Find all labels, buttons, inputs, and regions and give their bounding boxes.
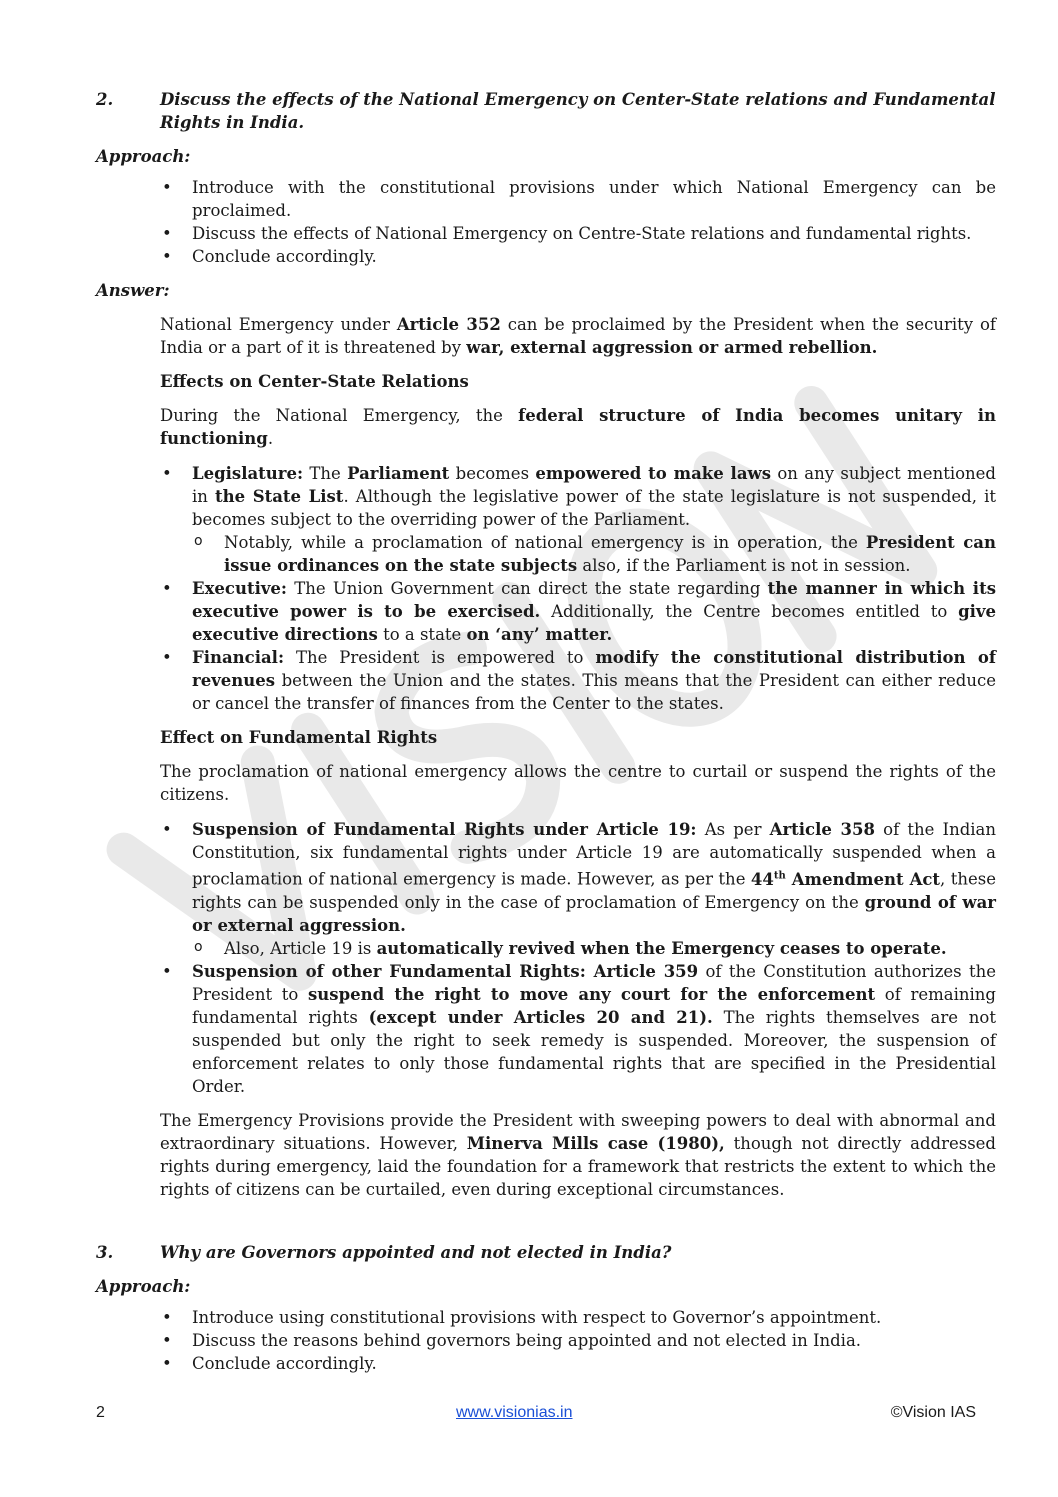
list-item: • Conclude accordingly. (160, 1352, 996, 1375)
copyright-text: ©Vision IAS (890, 1404, 976, 1421)
conclusion-paragraph: The Emergency Provisions provide the President with sweeping powers to deal with abnormal and extraordinary situations. However, Minerva Mills case (1980), though not directly addressed rights during emergency, laid the foundation for a framework that restricts the extent to which the rights of citizens can be curtailed, even during exceptional circumstances. (160, 1110, 996, 1199)
question-3 (96, 1241, 996, 1264)
list-item-financial: • Financial: The President is empowered to modify the constitutional distribution of revenues between the Union and the states. This means that the President can either reduce or cancel the transfer of finances from the Center to the states. (160, 646, 996, 715)
approach-list (160, 1306, 996, 1375)
list-item-executive: • Executive: The Union Government can direct the state regarding the manner in which its executive power is to be exercised. Additionally, the Centre becomes entitled to give executive directions to a state on ‘any’ matter. (160, 577, 996, 646)
fundamental-rights-intro: The proclamation of national emergency allows the centre to curtail or suspend the rights of the citizens. (160, 762, 996, 804)
list-item-legislature: • Legislature: The Parliament becomes empowered to make laws on any subject mentioned in the State List. Although the legislative power of the state legislature is not suspended, it becomes subject to the overriding power of the Parliament. o Notably, while a proclamation of national emergency is in operation, the President can issue ordinances on the state subjects also, if the Parliament is not in session. (160, 462, 996, 577)
sub-list (192, 937, 996, 960)
document-body (96, 88, 996, 1375)
question-2 (96, 88, 996, 134)
list-item-article-19: • Suspension of Fundamental Rights under Article 19: As per Article 358 of the Indian Constitution, six fundamental rights under Article 19 are automatically suspended when a proclamation of national emergency is made. However, as per the 44th Amendment Act, these rights can be suspended only in the case of proclamation of Emergency on the ground of war or external aggression. o Also, Article 19 is automatically revived when the Emergency ceases to operate. (160, 818, 996, 960)
center-state-effects-list (160, 462, 996, 715)
list-item: • Discuss the reasons behind governors being appointed and not elected in India. (160, 1329, 996, 1352)
question-text: Why are Governors appointed and not elected in India? (160, 1242, 672, 1262)
list-item: • Introduce with the constitutional provisions under which National Emergency can be proclaimed. (160, 176, 996, 222)
conclusion-section (160, 1109, 996, 1201)
website-link[interactable]: www.visionias.in (456, 1404, 573, 1421)
section-heading-center-state: Effects on Center-State Relations (160, 372, 469, 391)
question-number: 3. (96, 1242, 114, 1262)
answer-intro: National Emergency under Article 352 can be proclaimed by the President when the security of India or a part of it is threatened by war, external aggression or armed rebellion. (160, 315, 996, 357)
sub-list-item: o Notably, while a proclamation of national emergency is in operation, the President can issue ordinances on the state subjects also, if the Parliament is not in session. (192, 531, 996, 577)
approach-label: Approach: (96, 147, 191, 166)
page-footer (96, 1404, 976, 1428)
answer-label: Answer: (96, 281, 170, 300)
sub-list (192, 531, 996, 577)
question-text: Discuss the effects of the National Emergency on Center-State relations and Fundamental Rights in India. (160, 90, 996, 132)
fundamental-rights-section (160, 726, 996, 806)
sub-list-item: o Also, Article 19 is automatically revived when the Emergency ceases to operate. (192, 937, 996, 960)
list-item: • Discuss the effects of National Emergency on Centre-State relations and fundamental rights. (160, 222, 996, 245)
list-item-other-rights: • Suspension of other Fundamental Rights: Article 359 of the Constitution authorizes the President to suspend the right to move any court for the enforcement of remaining fundamental rights (except under Articles 20 and 21). The rights themselves are not suspended but only the right to seek remedy is suspended. Moreover, the suspension of enforcement relates to only those fundamental rights that are specified in the Presidential Order. (160, 960, 996, 1098)
answer-body (160, 313, 996, 450)
center-state-intro: During the National Emergency, the federal structure of India becomes unitary in functioning. (160, 406, 996, 448)
fundamental-rights-list (160, 818, 996, 1098)
page-number: 2 (96, 1404, 105, 1421)
section-heading-fundamental-rights: Effect on Fundamental Rights (160, 728, 438, 747)
list-item: • Introduce using constitutional provisions with respect to Governor’s appointment. (160, 1306, 996, 1329)
question-number: 2. (96, 90, 114, 109)
approach-list (160, 176, 996, 268)
list-item: • Conclude accordingly. (160, 245, 996, 268)
approach-label: Approach: (96, 1276, 191, 1296)
